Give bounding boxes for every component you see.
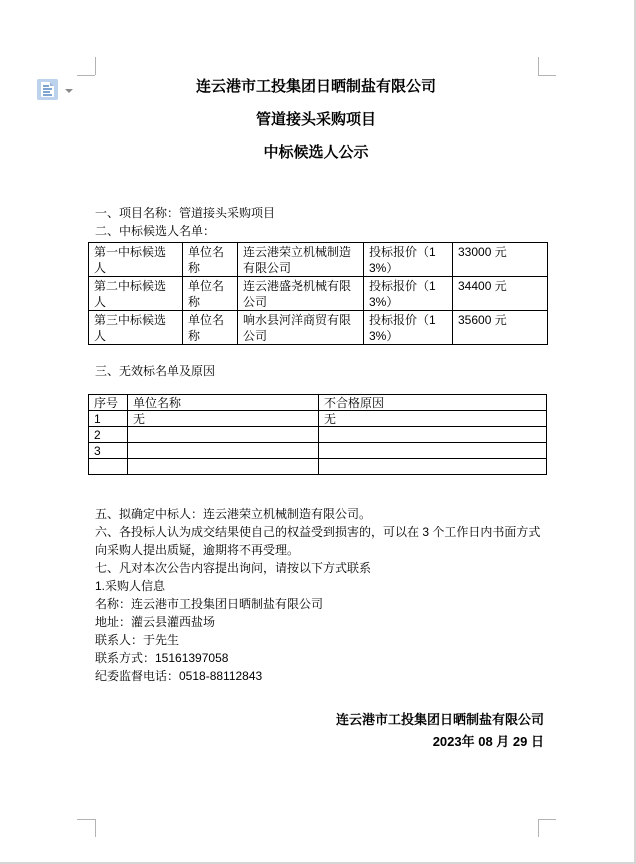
purchaser-phone: 联系方式：15161397058 xyxy=(95,651,229,665)
section-project-name: 一、项目名称：管道接头采购项目 xyxy=(95,206,276,220)
header-seq-cell: 序号 xyxy=(89,395,128,411)
company-name-cell: 连云港荣立机械制造有限公司 xyxy=(238,243,364,277)
candidate-rank-cell: 第一中标候选人 xyxy=(89,243,183,277)
document-title-company: 连云港市工投集团日晒制盐有限公司 xyxy=(195,78,436,95)
document-title-announcement: 中标候选人公示 xyxy=(263,144,369,161)
unit-cell xyxy=(128,427,319,443)
purchaser-address: 地址：灌云县灌西盐场 xyxy=(95,615,216,629)
section-objection: 六、各投标人认为成交结果使自己的权益受到损害的，可以在 3 个工作日内书面方式向采购人提出质疑，逾期将不再受理。 xyxy=(95,525,541,557)
table-row xyxy=(89,277,548,311)
section-invalid-bids-heading: 三、无效标名单及原因 xyxy=(95,364,216,378)
bid-price-label-cell: 投标报价（13%） xyxy=(364,311,453,345)
candidate-rank-cell: 第二中标候选人 xyxy=(89,277,183,311)
purchaser-info-heading: 1.采购人信息 xyxy=(95,579,166,593)
document-title-project: 管道接头采购项目 xyxy=(255,111,376,128)
unit-name-label-cell: 单位名称 xyxy=(183,243,238,277)
candidate-rank-cell: 第三中标候选人 xyxy=(89,311,183,345)
invalid-bids-table xyxy=(88,394,547,475)
unit-name-label-cell: 单位名称 xyxy=(183,311,238,345)
table-row xyxy=(89,427,547,443)
purchaser-contact-person: 联系人：于先生 xyxy=(95,633,180,647)
unit-cell xyxy=(128,443,319,459)
reason-cell xyxy=(319,427,547,443)
table-row xyxy=(89,411,547,427)
table-row xyxy=(89,443,547,459)
paste-options-dropdown-icon[interactable] xyxy=(65,89,73,93)
paste-options-button[interactable] xyxy=(37,79,73,100)
bid-price-value-cell: 35600 元 xyxy=(453,311,548,345)
table-row xyxy=(89,243,548,277)
unit-cell: 无 xyxy=(128,411,319,427)
seq-cell: 1 xyxy=(89,411,128,427)
signature-block xyxy=(88,709,544,753)
header-unit-cell: 单位名称 xyxy=(128,395,319,411)
header-reason-cell: 不合格原因 xyxy=(319,395,547,411)
supervision-phone: 纪委监督电话：0518-88112843 xyxy=(95,669,263,683)
company-name-cell: 连云港盛尧机械有限公司 xyxy=(238,277,364,311)
table-header-row xyxy=(89,395,547,411)
unit-name-label-cell: 单位名称 xyxy=(183,277,238,311)
signature-date: 2023年 08 月 29 日 xyxy=(432,734,544,749)
table-row xyxy=(89,311,548,345)
unit-cell xyxy=(128,459,319,475)
seq-cell: 3 xyxy=(89,443,128,459)
paste-options-icon[interactable] xyxy=(37,79,58,100)
section-inquiry: 七、凡对本次公告内容提出询问，请按以下方式联系 xyxy=(95,561,372,575)
reason-cell: 无 xyxy=(319,411,547,427)
section-candidate-list-heading: 二、中标候选人名单： xyxy=(95,224,216,238)
purchaser-info-block xyxy=(88,577,544,685)
candidates-table xyxy=(88,242,548,345)
signature-company: 连云港市工投集团日晒制盐有限公司 xyxy=(335,712,544,727)
reason-cell xyxy=(319,443,547,459)
bid-price-value-cell: 34400 元 xyxy=(453,277,548,311)
seq-cell xyxy=(89,459,128,475)
reason-cell xyxy=(319,459,547,475)
bid-price-label-cell: 投标报价（13%） xyxy=(364,277,453,311)
seq-cell: 2 xyxy=(89,427,128,443)
company-name-cell: 响水县河洋商贸有限公司 xyxy=(238,311,364,345)
bid-price-value-cell: 33000 元 xyxy=(453,243,548,277)
bid-price-label-cell: 投标报价（13%） xyxy=(364,243,453,277)
section-winner: 五、拟确定中标人：连云港荣立机械制造有限公司。 xyxy=(95,507,372,521)
table-row xyxy=(89,459,547,475)
purchaser-name: 名称：连云港市工投集团日晒制盐有限公司 xyxy=(95,597,324,611)
